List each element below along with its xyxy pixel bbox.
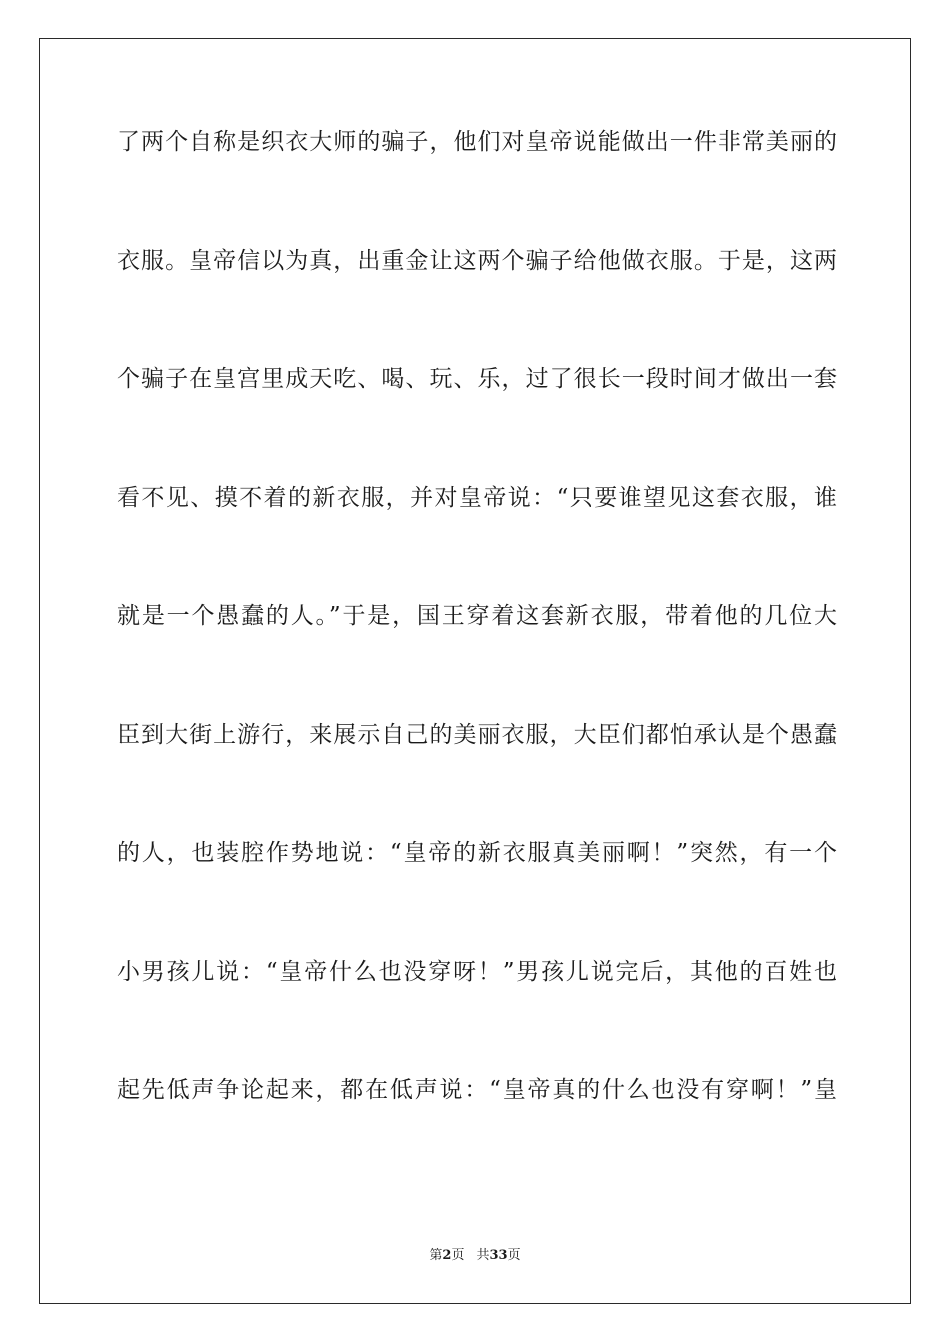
total-pages: 33 (489, 1248, 508, 1263)
document-body (117, 130, 837, 1197)
total-suffix: 页 (507, 1248, 521, 1263)
text-line: 起先低声争论起来，都在低声说：“皇帝真的什么也没有穿啊！”皇 (117, 1077, 837, 1103)
text-line: 看不见、摸不着的新衣服，并对皇帝说：“只要谁望见这套衣服，谁 (117, 484, 837, 511)
page-number: 2 (442, 1248, 452, 1263)
text-line: 臣到大街上游行，来展示自己的美丽衣服，大臣们都怕承认是个愚蠢 (117, 721, 837, 748)
text-line: 了两个自称是织衣大师的骗子，他们对皇帝说能做出一件非常美丽的 (117, 129, 837, 155)
total-prefix: 共 (476, 1248, 490, 1263)
page-prefix: 第 (429, 1248, 443, 1263)
text-line: 小男孩儿说：“皇帝什么也没穿呀！”男孩儿说完后，其他的百姓也 (117, 958, 837, 985)
text-line: 的人，也装腔作势地说：“皇帝的新衣服真美丽啊！”突然，有一个 (117, 840, 837, 866)
text-line: 个骗子在皇宫里成天吃、喝、玩、乐，过了很长一段时间才做出一套 (117, 366, 837, 392)
text-line: 衣服。皇帝信以为真，出重金让这两个骗子给他做衣服。于是，这两 (117, 247, 837, 274)
page-footer (0, 1248, 950, 1264)
page-suffix: 页 (451, 1248, 465, 1263)
text-line: 就是一个愚蠢的人。”于是，国王穿着这套新衣服，带着他的几位大 (117, 603, 837, 629)
